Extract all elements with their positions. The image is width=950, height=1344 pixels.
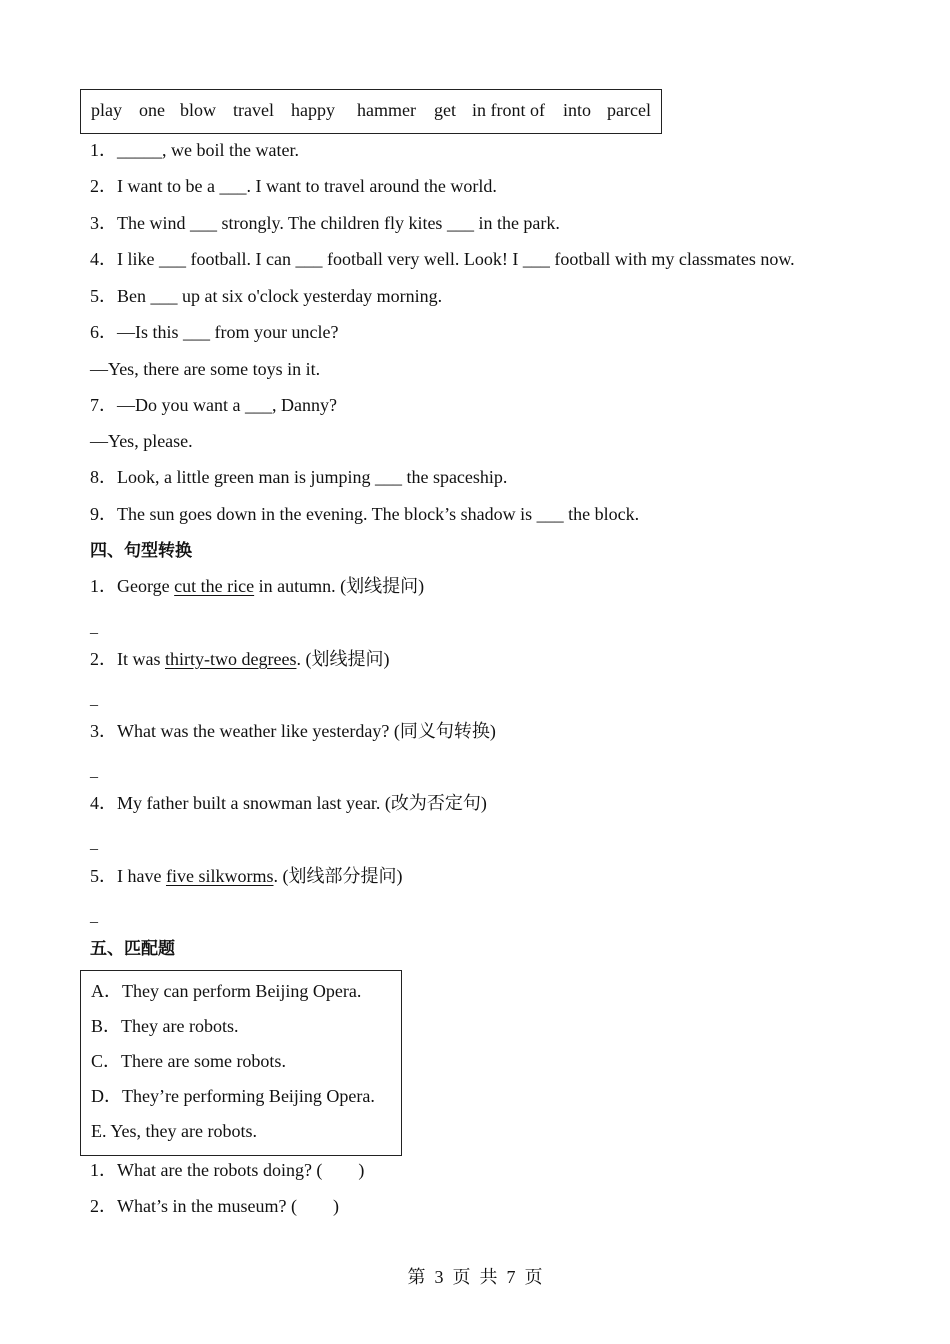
- answer-blank[interactable]: _: [90, 763, 98, 780]
- transform-question: 5．I have five silkworms. (划线部分提问): [90, 866, 403, 886]
- match-question: 1．What are the robots doing? ( ): [90, 1160, 365, 1180]
- word-bank-word: one: [139, 100, 165, 120]
- question-line: 4．I like ___ football. I can ___ football very well. Look! I ___ football with my classmates now.: [90, 249, 795, 269]
- question-line: 7．—Do you want a ___, Danny?: [90, 395, 337, 415]
- word-bank-word: travel: [233, 100, 274, 120]
- word-bank-word: get: [434, 100, 456, 120]
- question-line: 2．I want to be a ___. I want to travel around the world.: [90, 176, 497, 196]
- page-footer: 第 3 页 共 7 页: [407, 1267, 543, 1287]
- underlined-phrase: thirty-two degrees: [165, 649, 297, 669]
- options-box: [80, 970, 402, 1156]
- section-heading: 五、匹配题: [90, 939, 175, 959]
- question-line: 8．Look, a little green man is jumping ___ the spaceship.: [90, 467, 508, 487]
- underlined-phrase: five silkworms: [165, 866, 274, 886]
- word-bank-word: in front of: [472, 100, 545, 120]
- question-line: 5．Ben ___ up at six o'clock yesterday morning.: [90, 286, 443, 306]
- transform-question: 1．George cut the rice in autumn. (划线提问): [90, 576, 425, 596]
- answer-line: —Yes, please.: [90, 431, 193, 451]
- match-question: 2．What’s in the museum? ( ): [90, 1196, 339, 1216]
- transform-question: 4．My father built a snowman last year. (改为否定句): [90, 793, 487, 813]
- word-bank-word: parcel: [607, 100, 651, 120]
- word-bank-word: play: [91, 100, 122, 120]
- answer-blank[interactable]: _: [90, 908, 98, 925]
- option-item: C．There are some robots.: [91, 1051, 286, 1071]
- word-bank-word: hammer: [357, 100, 416, 120]
- question-line: 1．_____, we boil the water.: [90, 140, 299, 160]
- option-item: B．They are robots.: [91, 1016, 239, 1036]
- transform-question: 3．What was the weather like yesterday? (同义句转换): [90, 721, 496, 741]
- word-bank-box: [80, 89, 662, 134]
- word-bank-word: into: [563, 100, 592, 120]
- question-line: 3．The wind ___ strongly. The children fly kites ___ in the park.: [90, 213, 560, 233]
- answer-blank[interactable]: _: [90, 835, 98, 852]
- option-item: D．They’re performing Beijing Opera.: [91, 1086, 375, 1106]
- underlined-phrase: cut the rice: [174, 576, 255, 596]
- question-line: 9．The sun goes down in the evening. The block’s shadow is ___ the block.: [90, 504, 640, 524]
- section-heading: 四、句型转换: [90, 541, 192, 561]
- word-bank-word: blow: [180, 100, 216, 120]
- answer-blank[interactable]: _: [90, 691, 98, 708]
- answer-line: —Yes, there are some toys in it.: [90, 359, 321, 379]
- option-item: A．They can perform Beijing Opera.: [91, 981, 362, 1001]
- transform-question: 2．It was thirty-two degrees. (划线提问): [90, 649, 390, 669]
- question-line: 6．—Is this ___ from your uncle?: [90, 322, 339, 342]
- option-item: E. Yes, they are robots.: [91, 1121, 257, 1141]
- word-bank-word: happy: [291, 100, 335, 120]
- answer-blank[interactable]: _: [90, 619, 98, 636]
